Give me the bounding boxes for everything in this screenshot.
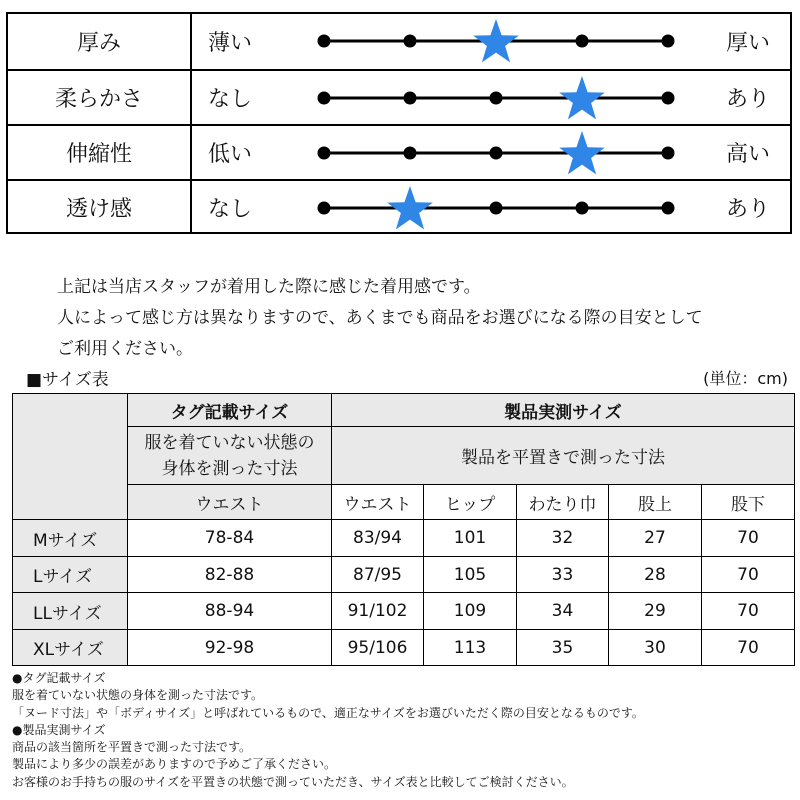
table-cell: 70 xyxy=(702,557,795,593)
scale-dot xyxy=(490,92,503,105)
feel-label: 伸縮性 xyxy=(8,126,192,179)
feel-row-softness xyxy=(8,69,790,124)
size-label: XLサイズ xyxy=(13,630,128,666)
scale-dot xyxy=(490,147,503,160)
footnote-line: 「ヌード寸法」や「ボディサイズ」と呼ばれているもので、適正なサイズをお選びいただく際の目安となるものです。 xyxy=(12,705,644,720)
actual-size-header: 製品実測サイズ xyxy=(332,394,795,427)
scale-dot xyxy=(404,35,417,48)
feel-table xyxy=(6,12,792,234)
tag-desc-line: 服を着ていない状態の xyxy=(144,432,315,453)
scale-dot xyxy=(318,202,331,215)
scale-dot xyxy=(404,92,417,105)
rating-star-icon xyxy=(473,19,519,62)
table-cell: 82-88 xyxy=(128,557,332,593)
table-cell: 35 xyxy=(517,630,609,666)
wear-note xyxy=(57,272,777,365)
feel-low-label: 薄い xyxy=(208,31,253,56)
tag-desc-line: 身体を測った寸法 xyxy=(161,458,298,479)
feel-high-label: 厚い xyxy=(725,31,770,56)
scale-dot xyxy=(318,92,331,105)
feel-label: 柔らかさ xyxy=(8,71,192,124)
feel-scale xyxy=(304,181,684,236)
table-row xyxy=(13,593,795,630)
footnote-line: 服を着ていない状態の身体を測った寸法です。 xyxy=(12,688,264,703)
column-header: 股上 xyxy=(609,485,702,520)
scale-dot xyxy=(576,202,589,215)
tag-size-description xyxy=(128,427,332,485)
column-header: ウエスト xyxy=(332,485,424,520)
table-cell: 87/95 xyxy=(332,557,424,593)
footnote-line: お客様のお手持ちの服のサイズを平置きの状態で測っていただき、サイズ表と比較してご検討ください。 xyxy=(12,774,574,789)
scale-dot xyxy=(318,147,331,160)
column-header: わたり巾 xyxy=(517,485,609,520)
scale-dot xyxy=(662,202,675,215)
size-table xyxy=(12,393,795,666)
table-cell: 113 xyxy=(424,630,517,666)
size-label: LLサイズ xyxy=(13,593,128,630)
scale-dot xyxy=(576,35,589,48)
feel-label: 厚み xyxy=(8,14,192,69)
scale-dot xyxy=(662,92,675,105)
feel-scale xyxy=(304,71,684,126)
feel-label: 透け感 xyxy=(8,181,192,234)
table-cell: 70 xyxy=(702,593,795,630)
feel-high-label: あり xyxy=(725,87,770,112)
footnote-heading: ●タグ記載サイズ xyxy=(12,671,106,685)
scale-dot xyxy=(662,147,675,160)
note-line: 人によって感じ方は異なりますので、あくまでも商品をお選びになる際の目安として xyxy=(57,308,703,328)
feel-low-label: なし xyxy=(208,197,253,222)
feel-row-stretch xyxy=(8,124,790,179)
size-label: Lサイズ xyxy=(13,557,128,593)
column-header: 股下 xyxy=(702,485,795,520)
table-cell: 32 xyxy=(517,520,609,557)
scale-dot xyxy=(662,35,675,48)
feel-low-label: なし xyxy=(208,87,253,112)
footnote-line: 製品により多少の誤差がありますので予めご了承ください。 xyxy=(12,757,337,772)
table-cell: 105 xyxy=(424,557,517,593)
table-row xyxy=(13,520,795,557)
table-cell: 101 xyxy=(424,520,517,557)
table-cell: 78-84 xyxy=(128,520,332,557)
note-line: 上記は当店スタッフが着用した際に感じた着用感です。 xyxy=(57,277,481,297)
table-cell: 70 xyxy=(702,520,795,557)
table-row xyxy=(13,630,795,666)
size-label: Mサイズ xyxy=(13,520,128,557)
table-cell: 28 xyxy=(609,557,702,593)
feel-scale xyxy=(304,126,684,181)
table-cell: 34 xyxy=(517,593,609,630)
scale-dot xyxy=(318,35,331,48)
scale-dot xyxy=(404,147,417,160)
table-cell: 95/106 xyxy=(332,630,424,666)
corner-cell xyxy=(13,394,128,520)
rating-star-icon xyxy=(387,186,433,229)
column-header: ヒップ xyxy=(424,485,517,520)
feel-row-sheerness xyxy=(8,179,790,234)
table-cell: 33 xyxy=(517,557,609,593)
feel-high-label: あり xyxy=(725,197,770,222)
table-cell: 91/102 xyxy=(332,593,424,630)
table-cell: 29 xyxy=(609,593,702,630)
rating-star-icon xyxy=(559,76,605,119)
feel-low-label: 低い xyxy=(208,142,253,167)
footnotes xyxy=(12,670,644,791)
scale-dot xyxy=(490,202,503,215)
table-cell: 70 xyxy=(702,630,795,666)
tag-size-header: タグ記載サイズ xyxy=(128,394,332,427)
table-cell: 88-94 xyxy=(128,593,332,630)
size-table-title: ■サイズ表 xyxy=(26,370,109,390)
unit-label: (単位：cm) xyxy=(703,369,788,388)
actual-size-description: 製品を平置きで測った寸法 xyxy=(332,427,795,485)
rating-star-icon xyxy=(559,131,605,174)
table-cell: 92-98 xyxy=(128,630,332,666)
footnote-line: 商品の該当箇所を平置きで測った寸法です。 xyxy=(12,740,252,755)
note-line: ご利用ください。 xyxy=(57,339,193,359)
table-cell: 83/94 xyxy=(332,520,424,557)
table-row xyxy=(13,557,795,593)
table-cell: 27 xyxy=(609,520,702,557)
table-cell: 109 xyxy=(424,593,517,630)
column-header: ウエスト xyxy=(128,485,332,520)
footnote-heading: ●製品実測サイズ xyxy=(12,722,106,737)
table-cell: 30 xyxy=(609,630,702,666)
feel-row-thickness xyxy=(8,14,790,69)
feel-scale xyxy=(304,14,684,69)
feel-high-label: 高い xyxy=(725,142,770,167)
